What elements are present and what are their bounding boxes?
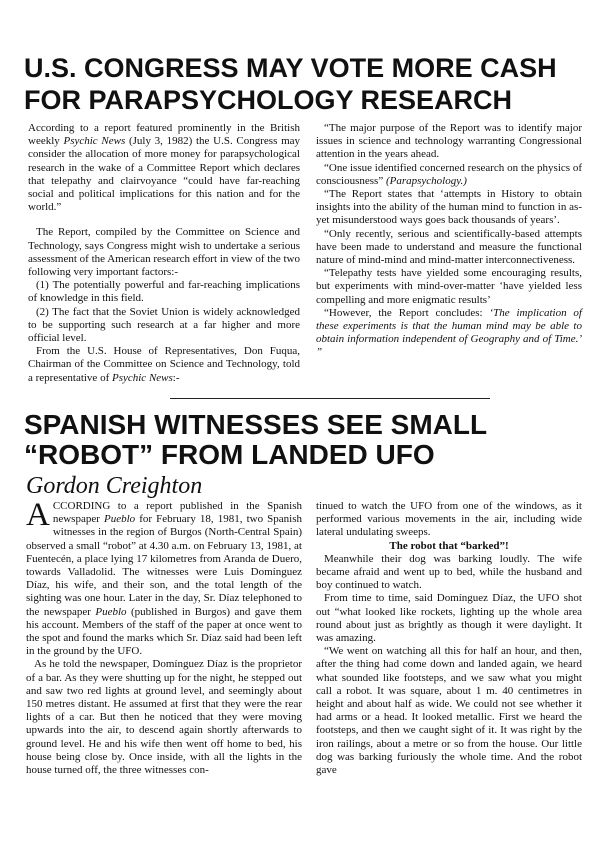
paragraph: “The Report states that ‘attempts in History to obtain insights into the ability of the human mind to function in as-yet misunderstood ways goes back thousands of years’.	[316, 188, 582, 227]
article1-left-column	[28, 122, 300, 385]
paragraph: Meanwhile their dog was barking loudly. The wife became afraid and went up to bed, while the husband and boy continued to watch.	[316, 552, 582, 592]
paragraph: According to a report featured prominently in the British weekly Psychic News (July 3, 1982) the U.S. Congress may consider the allocation of more money for parapsychological research in the wake of a Committee Report which declares that telepathy and clairvoyance “could have far-reaching social and political implications for this nation and for the world.”	[28, 122, 301, 214]
paragraph: tinued to watch the UFO from one of the windows, as it performed various movements in the air, including wide lateral undulating sweeps.	[316, 500, 582, 539]
paragraph: “Telepathy tests have yielded some encouraging results, but experiments with mind-over-matter ‘have yielded less compelling and more enigmatic results’	[316, 267, 582, 306]
headline-line: “ROBOT” FROM LANDED UFO	[24, 439, 435, 470]
paragraph: From time to time, said Domínguez Díaz, the UFO shot out “what looked like rockets, lighting up the whole area round about just as brightly as though it were daylight. It was amazing.	[316, 592, 582, 645]
paragraph: As he told the newspaper, Domínguez Díaz is the proprietor of a bar. As they were shutting up for the night, he stepped out and saw two red lights at ground level, and seemingly about 150 metres distant. He assumed at first that they were the rear lights of a car. But then he noticed that they were moving upwards into the air, to descend again shortly afterwards to ground level. He and his wife then went off home to bed, his house being close by. Once inside, with all the lights in the house turned off, the three witnesses con-	[26, 658, 302, 777]
paragraph: “However, the Report concludes: ‘The implication of these experiments is that the human mind may be able to obtain information independent of Geography and of Time.’ ”	[316, 306, 582, 359]
article-divider	[170, 398, 490, 399]
paragraph: “Only recently, serious and scientifically-based attempts have been made to understand and measure the functional nature of mind-mind and mind-matter interconnectiveness.	[316, 227, 582, 267]
paragraph: The Report, compiled by the Committee on Science and Technology, says Congress might wish to undertake a serious assessment of the American research effort in view of the two following very important factors:-	[28, 226, 300, 279]
article2-left-column	[26, 497, 302, 777]
paragraph: (1) The potentially powerful and far-reaching implications of knowledge in this field.	[28, 279, 300, 305]
paragraph: From the U.S. House of Representatives, Don Fuqua, Chairman of the Committee on Science and Technology, told a representative of Psychic News:-	[28, 345, 300, 384]
byline: Gordon Creighton	[26, 473, 203, 499]
article2-right-column	[316, 500, 582, 777]
paragraph: ACCORDING to a report published in the Spanish newspaper Pueblo for February 18, 1981, two Spanish witnesses in the region of Burgos (North-Central Spain) observed a small “robot” at 4.30 a.m. on February 13, 1981, at Fuentecén, a place lying 17 kilometres from Aranda de Duero, towards Valladolid. The witnesses were Luis Domínguez Díaz, his wife, and their son, and the total length of the sighting was one hour. Later in the day, Sr. Díaz telephoned to the newspaper Pueblo (published in Burgos) and gave them his account. Members of the staff of the paper at once went to the spot and found the marks which Sr. Díaz said had been left in the ground by the UFO.	[26, 497, 302, 658]
headline-line: U.S. CONGRESS MAY VOTE MORE CASH	[24, 53, 557, 83]
drop-cap: A	[26, 497, 50, 533]
headline-line: FOR PARAPSYCHOLOGY RESEARCH	[24, 85, 513, 115]
article1-right-column	[316, 122, 582, 360]
paragraph: “One issue identified concerned research on the physics of consciousness” (Parapsychology.)	[316, 161, 582, 187]
headline-line: SPANISH WITNESSES SEE SMALL	[24, 409, 488, 440]
article2-headline	[24, 410, 584, 470]
article1-headline	[24, 52, 584, 116]
subheading: The robot that “barked”!	[389, 539, 509, 552]
paragraph: “We went on watching all this for half an hour, and then, after the thing had come down and landed again, we heard what sounded like footsteps, and we saw what you might call a robot. It was square, about 1 m. 40 centimetres in height and about half as wide. We could not see whether it had arms or a head. It looked metallic. First we heard the footsteps, and then we caught sight of it. It was right by the iron railings, about a metre or so from the house. Our little dog was barking furiously the whole time. And the robot gave	[316, 645, 582, 777]
paragraph: “The major purpose of the Report was to identify major issues in science and technology warranting Congressional attention in the years ahead.	[316, 122, 582, 161]
paragraph: (2) The fact that the Soviet Union is widely acknowledged to be supporting such research at a far higher and more official level.	[28, 305, 300, 345]
